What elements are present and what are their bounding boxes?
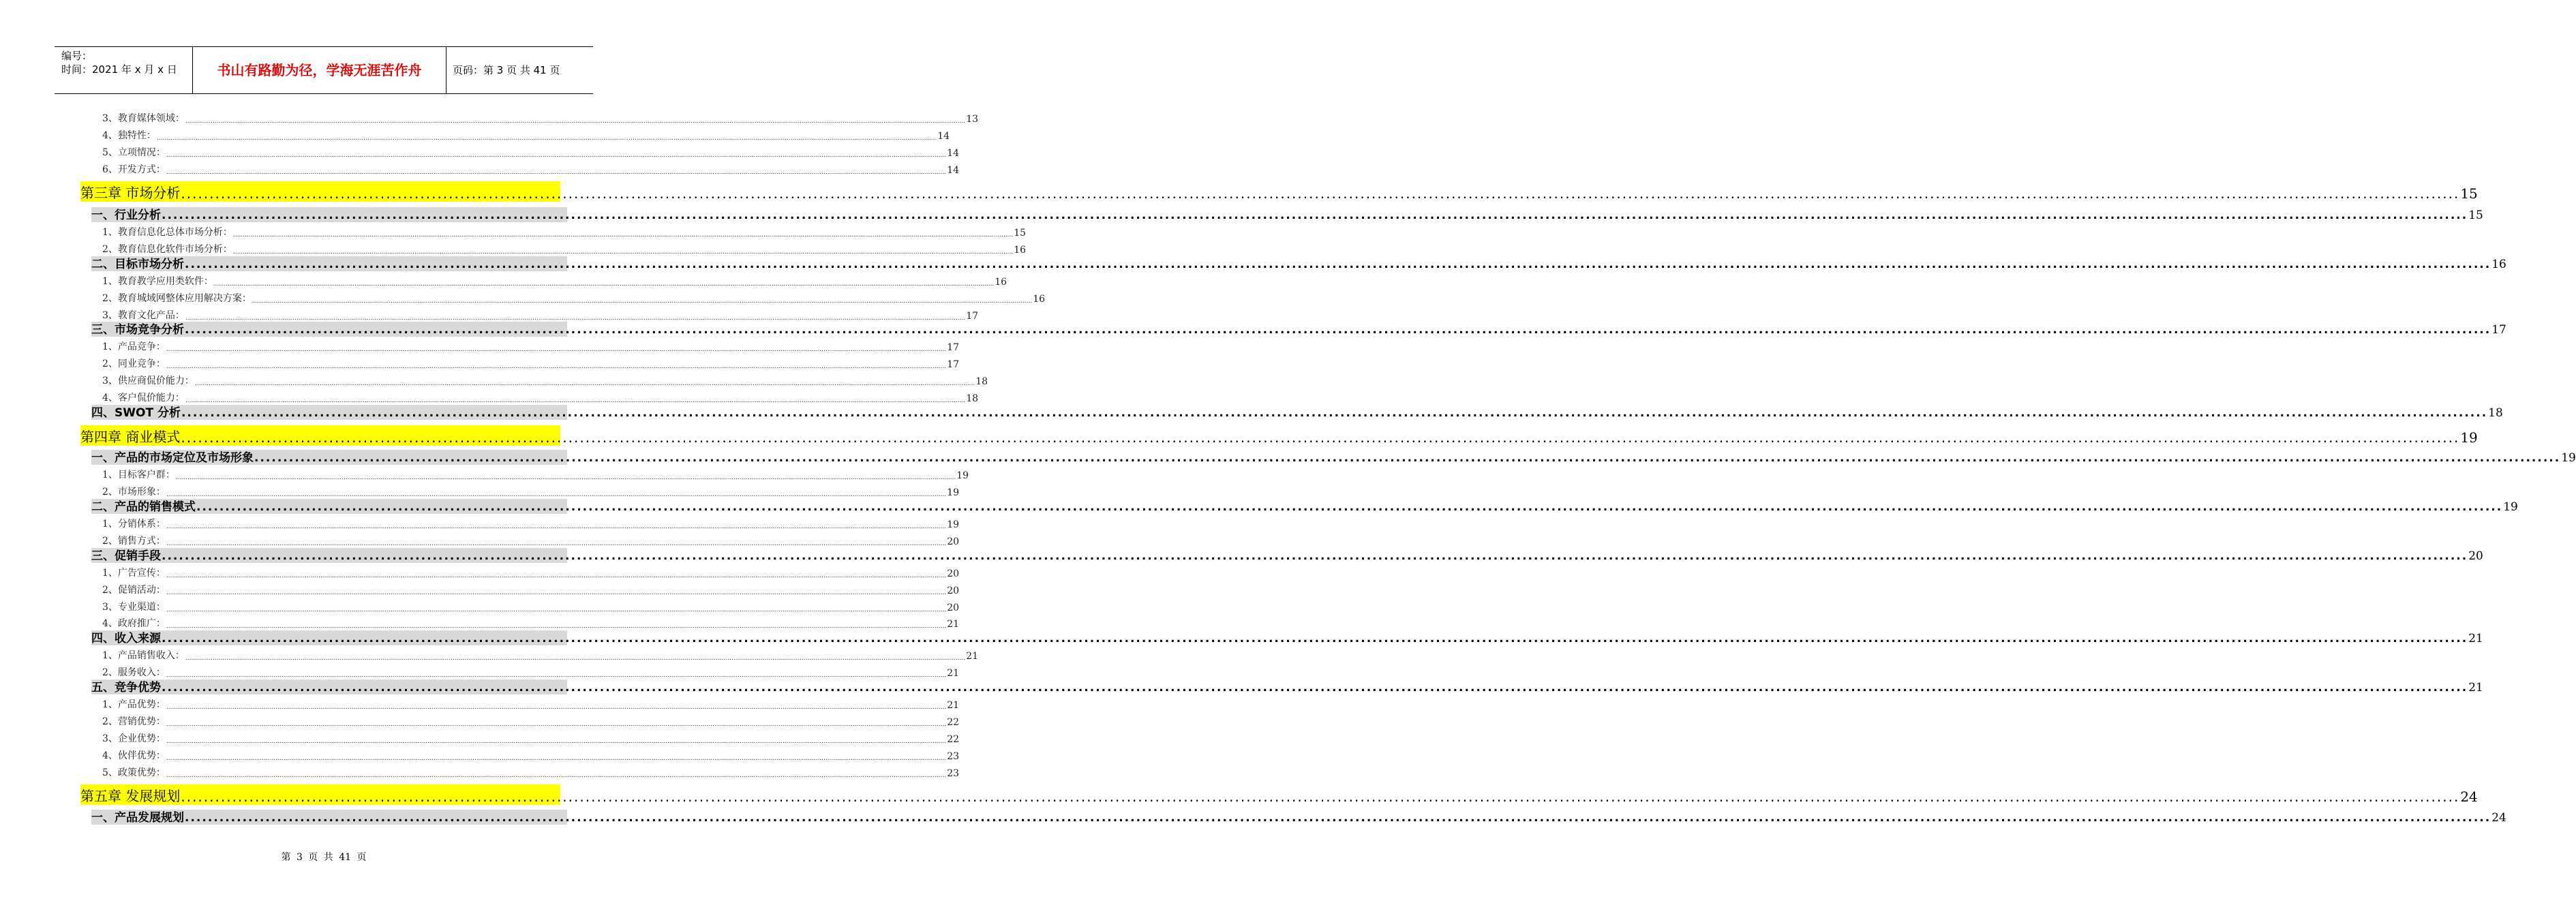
page-footer: 第 3 页 共 41 页 xyxy=(281,852,367,863)
toc-entry-page-number: 19 xyxy=(2561,451,2576,465)
toc-entry-page-number: 16 xyxy=(1033,294,1046,305)
toc-entry-page-number: 17 xyxy=(2491,323,2506,337)
toc-leader-dots: ................................................................................................................................................................................................................................................................................................................................................................................................................ xyxy=(196,500,2503,514)
toc-entry-label: 2、服务收入： xyxy=(102,667,166,678)
toc-entry-label: 2、促销活动： xyxy=(102,585,166,596)
toc-leader-dots: ................................................................................................................................................................................................................................................................................................................................................................................................................ xyxy=(166,672,947,679)
toc-leader-dots: ................................................................................................................................................................................................................................................................................................................................................................................................................ xyxy=(181,185,2460,202)
toc-entry-page-number: 23 xyxy=(947,768,960,779)
toc-section-entry[interactable] xyxy=(91,680,2483,694)
toc-leader-dots: ................................................................................................................................................................................................................................................................................................................................................................................................................ xyxy=(166,721,947,728)
toc-entry-label: 4、政府推广： xyxy=(102,618,166,629)
toc-chapter-entry[interactable] xyxy=(80,425,2478,446)
toc-leader-dots: ................................................................................................................................................................................................................................................................................................................................................................................................................ xyxy=(166,523,947,530)
toc-entry-label: 二、目标市场分析 xyxy=(91,258,184,271)
toc-section-entry[interactable] xyxy=(91,499,2518,514)
toc-leader-dots: ................................................................................................................................................................................................................................................................................................................................................................................................................ xyxy=(213,281,995,288)
toc-entry-label: 四、收入来源 xyxy=(91,632,161,645)
toc-leader-dots: ................................................................................................................................................................................................................................................................................................................................................................................................................ xyxy=(166,491,947,498)
toc-entry-label: 2、市场形象： xyxy=(102,487,166,498)
header-motto: 书山有路勤为径，学海无涯苦作舟 xyxy=(193,47,446,93)
toc-subsection-entry[interactable] xyxy=(102,696,960,711)
toc-leader-dots: ................................................................................................................................................................................................................................................................................................................................................................................................................ xyxy=(194,380,975,387)
toc-section-entry[interactable] xyxy=(91,207,2483,222)
toc-subsection-entry[interactable] xyxy=(102,372,988,387)
toc-entry-label: 1、产品竞争： xyxy=(102,341,166,352)
toc-entry-label: 4、独特性： xyxy=(102,130,156,141)
toc-entry-label: 五、竞争优势 xyxy=(91,681,161,694)
toc-entry-page-number: 14 xyxy=(947,148,960,159)
toc-entry-label: 6、开发方式： xyxy=(102,164,166,175)
toc-entry-page-number: 18 xyxy=(975,376,988,387)
toc-entry-label: 3、教育媒体领域： xyxy=(102,113,185,124)
toc-entry-label: 一、行业分析 xyxy=(91,209,161,222)
toc-entry-page-number: 23 xyxy=(947,751,960,762)
toc-leader-dots: ................................................................................................................................................................................................................................................................................................................................................................................................................ xyxy=(166,704,947,711)
toc-entry-label: 1、产品优势： xyxy=(102,699,166,710)
toc-entry-page-number: 20 xyxy=(2468,549,2483,563)
toc-entry-page-number: 21 xyxy=(966,651,979,662)
toc-subsection-entry[interactable] xyxy=(102,241,1027,256)
toc-entry-label: 2、教育信息化软件市场分析： xyxy=(102,244,232,255)
toc-entry-page-number: 17 xyxy=(966,311,979,322)
toc-entry-page-number: 21 xyxy=(947,700,960,711)
toc-entry-page-number: 18 xyxy=(966,393,979,404)
toc-entry-label: 四、SWOT 分析 xyxy=(91,406,181,420)
toc-subsection-entry[interactable] xyxy=(102,581,960,596)
toc-subsection-entry[interactable] xyxy=(102,515,960,530)
toc-subsection-entry[interactable] xyxy=(102,161,960,176)
toc-section-entry[interactable] xyxy=(91,810,2506,825)
toc-entry-page-number: 17 xyxy=(947,359,960,370)
toc-leader-dots: ................................................................................................................................................................................................................................................................................................................................................................................................................ xyxy=(166,590,947,596)
toc-entry-label: 2、教育城域网整体应用解决方案： xyxy=(102,293,252,304)
toc-section-entry[interactable] xyxy=(91,548,2483,563)
toc-entry-page-number: 15 xyxy=(1014,228,1027,239)
toc-leader-dots: ................................................................................................................................................................................................................................................................................................................................................................................................................ xyxy=(162,209,2468,222)
time-label: 时间：2021 年 x 月 x 日 xyxy=(61,63,177,76)
toc-entry-label: 第三章 市场分析 xyxy=(80,185,181,201)
number-label: 编号： xyxy=(61,50,93,62)
toc-leader-dots: ................................................................................................................................................................................................................................................................................................................................................................................................................ xyxy=(185,315,966,322)
toc-entry-page-number: 20 xyxy=(947,536,960,547)
toc-entry-page-number: 19 xyxy=(947,519,960,530)
toc-leader-dots: ................................................................................................................................................................................................................................................................................................................................................................................................................ xyxy=(185,258,2491,271)
toc-subsection-entry[interactable] xyxy=(102,532,960,547)
toc-entry-label: 3、教育文化产品： xyxy=(102,310,185,321)
toc-leader-dots: ................................................................................................................................................................................................................................................................................................................................................................................................................ xyxy=(185,118,966,125)
toc-entry-label: 4、伙伴优势： xyxy=(102,750,166,761)
header-meta xyxy=(55,47,193,93)
toc-entry-page-number: 16 xyxy=(2491,258,2506,271)
toc-entry-page-number: 21 xyxy=(2468,632,2483,645)
toc-subsection-entry[interactable] xyxy=(102,338,960,353)
toc-entry-page-number: 21 xyxy=(947,619,960,630)
toc-entry-label: 3、专业渠道： xyxy=(102,602,166,613)
toc-subsection-entry[interactable] xyxy=(102,290,1046,305)
toc-entry-page-number: 19 xyxy=(2460,429,2478,446)
toc-subsection-entry[interactable] xyxy=(102,483,960,498)
toc-subsection-entry[interactable] xyxy=(102,144,960,159)
toc-leader-dots: ................................................................................................................................................................................................................................................................................................................................................................................................................ xyxy=(166,607,947,613)
toc-subsection-entry[interactable] xyxy=(102,713,960,728)
toc-subsection-entry[interactable] xyxy=(102,730,960,745)
toc-leader-dots: ................................................................................................................................................................................................................................................................................................................................................................................................................ xyxy=(166,623,947,630)
toc-leader-dots: ................................................................................................................................................................................................................................................................................................................................................................................................................ xyxy=(166,540,947,547)
toc-leader-dots: ................................................................................................................................................................................................................................................................................................................................................................................................................ xyxy=(181,406,2488,420)
toc-leader-dots: ................................................................................................................................................................................................................................................................................................................................................................................................................ xyxy=(185,811,2491,825)
toc-entry-page-number: 24 xyxy=(2460,789,2478,805)
toc-section-entry[interactable] xyxy=(91,322,2506,337)
toc-subsection-entry[interactable] xyxy=(102,389,979,404)
toc-entry-page-number: 16 xyxy=(995,277,1007,288)
toc-subsection-entry[interactable] xyxy=(102,564,960,579)
toc-entry-label: 2、销售方式： xyxy=(102,536,166,547)
toc-leader-dots: ................................................................................................................................................................................................................................................................................................................................................................................................................ xyxy=(252,298,1033,305)
toc-subsection-entry[interactable] xyxy=(102,598,960,613)
toc-section-entry[interactable] xyxy=(91,450,2576,465)
toc-entry-page-number: 17 xyxy=(947,342,960,353)
toc-leader-dots: ................................................................................................................................................................................................................................................................................................................................................................................................................ xyxy=(254,451,2561,465)
toc-leader-dots: ................................................................................................................................................................................................................................................................................................................................................................................................................ xyxy=(162,549,2468,563)
toc-leader-dots: ................................................................................................................................................................................................................................................................................................................................................................................................................ xyxy=(166,152,947,159)
toc-entry-label: 1、教育教学应用类软件： xyxy=(102,276,213,287)
toc-entry-label: 第四章 商业模式 xyxy=(80,429,181,445)
toc-entry-label: 三、市场竞争分析 xyxy=(91,323,184,337)
toc-entry-label: 5、立项情况： xyxy=(102,147,166,158)
toc-entry-label: 4、客户侃价能力： xyxy=(102,393,185,403)
toc-leader-dots: ................................................................................................................................................................................................................................................................................................................................................................................................................ xyxy=(185,655,966,662)
toc-entry-label: 1、分销体系： xyxy=(102,519,166,530)
toc-entry-page-number: 14 xyxy=(947,165,960,176)
toc-entry-label: 一、产品的市场定位及市场形象 xyxy=(91,451,254,465)
toc-entry-label: 1、产品销售收入： xyxy=(102,650,185,661)
toc-leader-dots: ................................................................................................................................................................................................................................................................................................................................................................................................................ xyxy=(156,135,937,142)
toc-entry-label: 2、营销优势： xyxy=(102,716,166,727)
toc-chapter-entry[interactable] xyxy=(80,784,2478,805)
toc-leader-dots: ................................................................................................................................................................................................................................................................................................................................................................................................................ xyxy=(166,169,947,176)
toc-section-entry[interactable] xyxy=(91,405,2503,420)
toc-entry-page-number: 15 xyxy=(2468,209,2483,222)
toc-subsection-entry[interactable] xyxy=(102,273,1007,288)
toc-subsection-entry[interactable] xyxy=(102,110,979,125)
toc-entry-label: 1、教育信息化总体市场分析： xyxy=(102,227,232,238)
toc-section-entry[interactable] xyxy=(91,630,2483,645)
toc-subsection-entry[interactable] xyxy=(102,615,960,630)
toc-subsection-entry[interactable] xyxy=(102,764,960,779)
toc-leader-dots: ................................................................................................................................................................................................................................................................................................................................................................................................................ xyxy=(166,755,947,762)
toc-entry-page-number: 16 xyxy=(1014,245,1027,256)
toc-entry-page-number: 20 xyxy=(947,568,960,579)
toc-entry-page-number: 19 xyxy=(956,470,969,481)
toc-entry-page-number: 21 xyxy=(2468,681,2483,694)
toc-leader-dots: ................................................................................................................................................................................................................................................................................................................................................................................................................ xyxy=(166,346,947,353)
header-page-info: 页码：第 3 页 共 41 页 xyxy=(453,64,560,76)
page-header xyxy=(55,46,593,94)
toc-subsection-entry[interactable] xyxy=(102,647,979,662)
toc-section-entry[interactable] xyxy=(91,256,2506,271)
toc-leader-dots: ................................................................................................................................................................................................................................................................................................................................................................................................................ xyxy=(162,681,2468,694)
toc-leader-dots: ................................................................................................................................................................................................................................................................................................................................................................................................................ xyxy=(175,474,956,481)
toc-entry-label: 5、政策优势： xyxy=(102,767,166,778)
toc-leader-dots: ................................................................................................................................................................................................................................................................................................................................................................................................................ xyxy=(181,789,2460,805)
toc-entry-page-number: 24 xyxy=(2491,811,2506,825)
toc-entry-page-number: 18 xyxy=(2488,406,2503,420)
toc-entry-page-number: 19 xyxy=(2503,500,2518,514)
toc-subsection-entry[interactable] xyxy=(102,747,960,762)
toc-entry-page-number: 22 xyxy=(947,734,960,745)
toc-entry-page-number: 21 xyxy=(947,668,960,679)
toc-entry-label: 二、产品的销售模式 xyxy=(91,500,196,514)
toc-entry-page-number: 13 xyxy=(966,114,979,125)
toc-entry-label: 2、同业竞争： xyxy=(102,358,166,369)
toc-entry-label: 1、广告宣传： xyxy=(102,568,166,579)
toc-subsection-entry[interactable] xyxy=(102,127,950,142)
toc-entry-page-number: 14 xyxy=(937,131,950,142)
toc-leader-dots: ................................................................................................................................................................................................................................................................................................................................................................................................................ xyxy=(166,772,947,779)
toc-leader-dots: ................................................................................................................................................................................................................................................................................................................................................................................................................ xyxy=(166,738,947,745)
toc-chapter-entry[interactable] xyxy=(80,181,2478,202)
toc-subsection-entry[interactable] xyxy=(102,224,1027,239)
toc-entry-page-number: 22 xyxy=(947,717,960,728)
toc-subsection-entry[interactable] xyxy=(102,466,969,481)
toc-leader-dots: ................................................................................................................................................................................................................................................................................................................................................................................................................ xyxy=(166,572,947,579)
toc-entry-label: 一、产品发展规划 xyxy=(91,811,184,825)
toc-leader-dots: ................................................................................................................................................................................................................................................................................................................................................................................................................ xyxy=(185,397,966,404)
toc-leader-dots: ................................................................................................................................................................................................................................................................................................................................................................................................................ xyxy=(232,249,1014,256)
toc-leader-dots: ................................................................................................................................................................................................................................................................................................................................................................................................................ xyxy=(181,429,2460,446)
toc-entry-label: 3、供应商侃价能力： xyxy=(102,376,194,386)
toc-leader-dots: ................................................................................................................................................................................................................................................................................................................................................................................................................ xyxy=(166,363,947,370)
toc-subsection-entry[interactable] xyxy=(102,355,960,370)
toc-entry-page-number: 19 xyxy=(947,487,960,498)
toc-entry-page-number: 15 xyxy=(2460,185,2478,202)
toc-entry-label: 第五章 发展规划 xyxy=(80,788,181,804)
toc-entry-page-number: 20 xyxy=(947,602,960,613)
toc-leader-dots: ................................................................................................................................................................................................................................................................................................................................................................................................................ xyxy=(185,323,2491,337)
toc-leader-dots: ................................................................................................................................................................................................................................................................................................................................................................................................................ xyxy=(232,232,1014,239)
toc-leader-dots: ................................................................................................................................................................................................................................................................................................................................................................................................................ xyxy=(162,632,2468,645)
toc-entry-page-number: 20 xyxy=(947,585,960,596)
toc-subsection-entry[interactable] xyxy=(102,664,960,679)
toc-entry-label: 三、促销手段 xyxy=(91,549,161,563)
toc-entry-label: 3、企业优势： xyxy=(102,733,166,744)
toc-entry-label: 1、目标客户群： xyxy=(102,470,175,480)
